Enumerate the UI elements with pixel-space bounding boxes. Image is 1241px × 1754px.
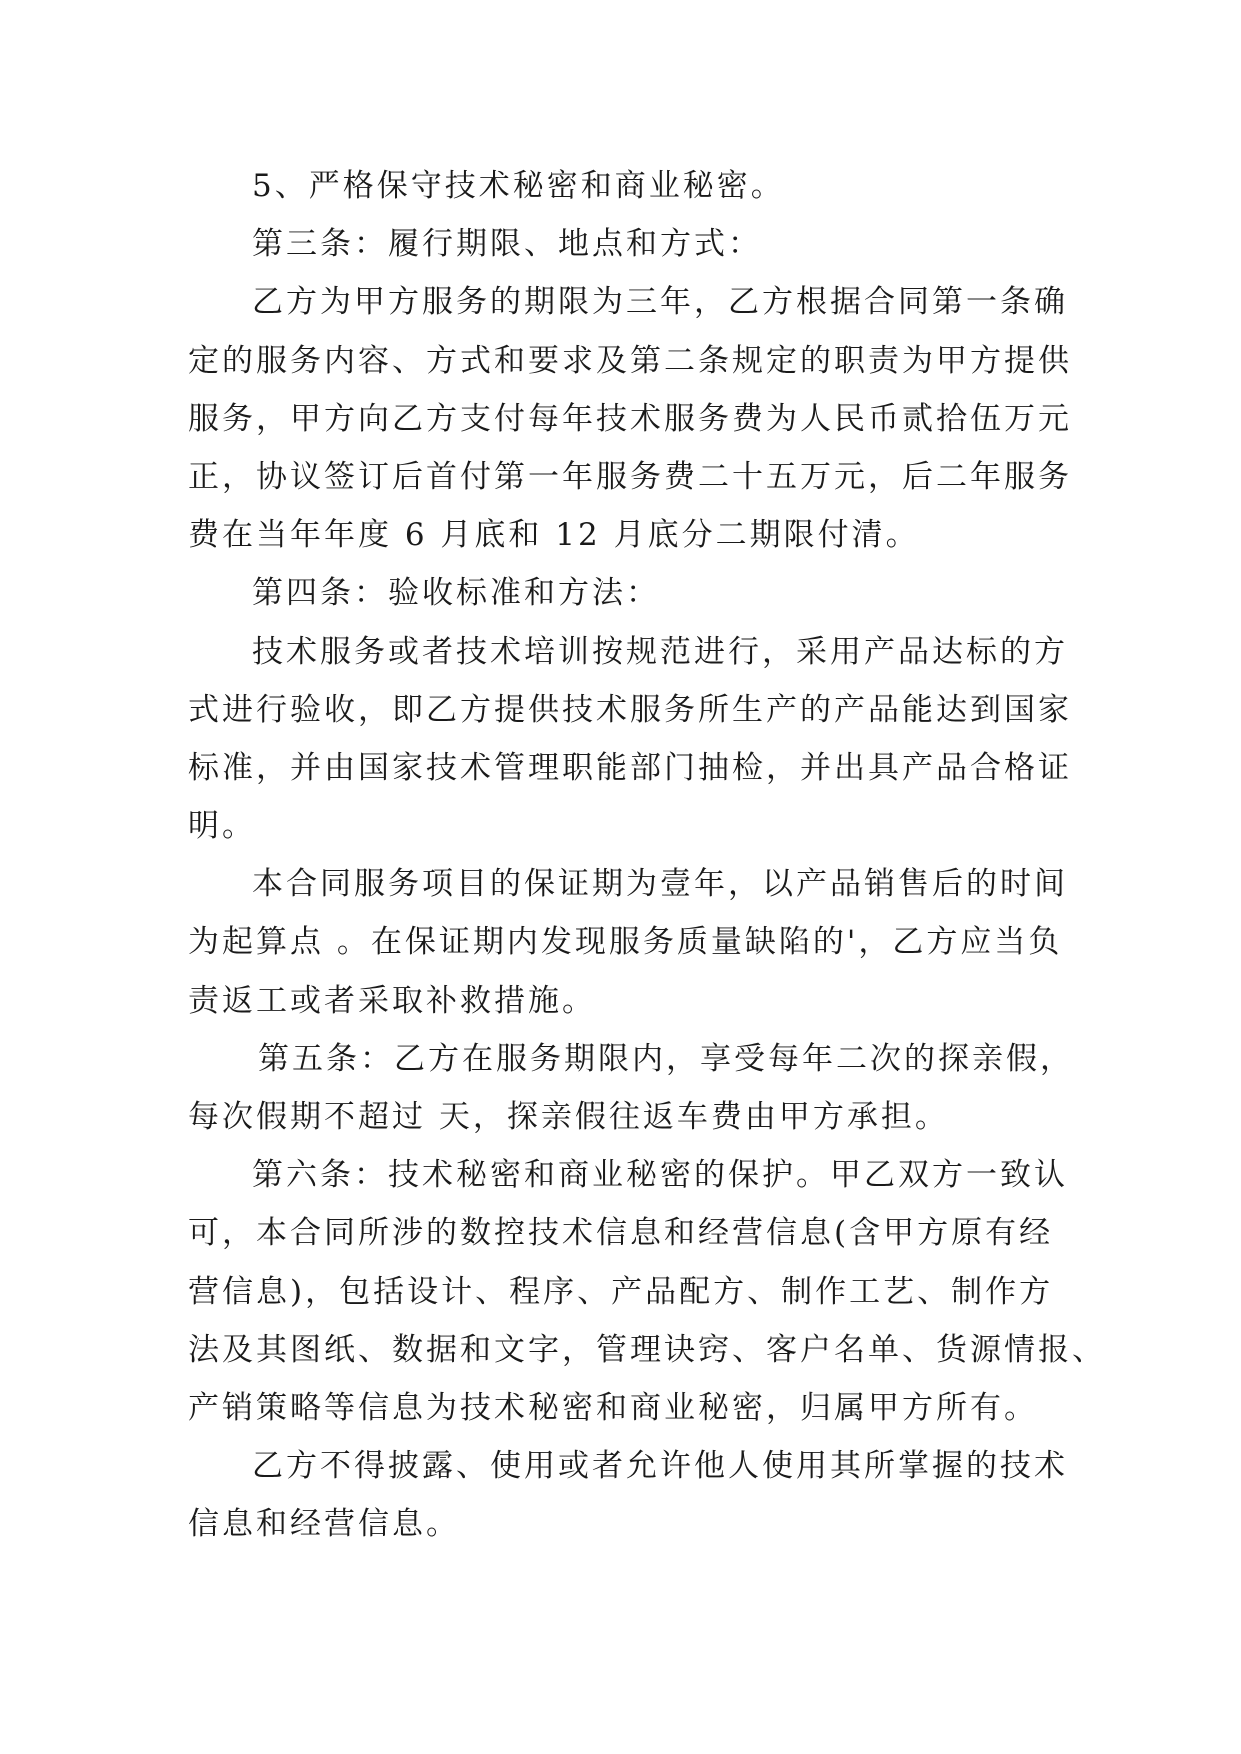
text-line: 可，本合同所涉的数控技术信息和经营信息(含甲方原有经 — [188, 1215, 1054, 1251]
text-line: 产销策略等信息为技术秘密和商业秘密，归属甲方所有。 — [188, 1390, 1038, 1426]
text-line: 5、严格保守技术秘密和商业秘密。 — [252, 168, 785, 204]
text-line: 技术服务或者技术培训按规范进行，采用产品达标的方 — [252, 634, 1068, 670]
text-line: 标准，并由国家技术管理职能部门抽检，并出具产品合格证 — [188, 750, 1072, 786]
text-line: 责返工或者采取补救措施。 — [188, 983, 596, 1019]
text-line: 式进行验收，即乙方提供技术服务所生产的产品能达到国家 — [188, 692, 1072, 728]
section-heading: 第六条：技术秘密和商业秘密的保护。甲乙双方一致认 — [252, 1157, 1068, 1193]
text-line: 营信息)，包括设计、程序、产品配方、制作工艺、制作方 — [188, 1274, 1054, 1310]
text-line: 正，协议签订后首付第一年服务费二十五万元，后二年服务 — [188, 459, 1072, 495]
text-line: 为起算点 。在保证期内发现服务质量缺陷的'，乙方应当负 — [188, 924, 1063, 960]
text-line: 信息和经营信息。 — [188, 1506, 460, 1542]
section-heading: 第五条：乙方在服务期限内，享受每年二次的探亲假， — [258, 1041, 1074, 1077]
text-line: 服务，甲方向乙方支付每年技术服务费为人民币贰拾伍万元 — [188, 401, 1072, 437]
section-heading: 第三条：履行期限、地点和方式： — [252, 226, 762, 262]
text-line: 明。 — [188, 808, 256, 844]
text-line: 法及其图纸、数据和文字，管理诀窍、客户名单、货源情报、 — [188, 1332, 1106, 1368]
text-line: 定的服务内容、方式和要求及第二条规定的职责为甲方提供 — [188, 343, 1072, 379]
text-line: 费在当年年度 6 月底和 12 月底分二期限付清。 — [188, 517, 920, 553]
section-heading: 第四条：验收标准和方法： — [252, 575, 660, 611]
text-line: 每次假期不超过 天，探亲假往返车费由甲方承担。 — [188, 1099, 949, 1135]
text-line: 乙方不得披露、使用或者允许他人使用其所掌握的技术 — [252, 1448, 1068, 1484]
text-line: 乙方为甲方服务的期限为三年，乙方根据合同第一条确 — [252, 284, 1068, 320]
text-line: 本合同服务项目的保证期为壹年，以产品销售后的时间 — [252, 866, 1068, 902]
